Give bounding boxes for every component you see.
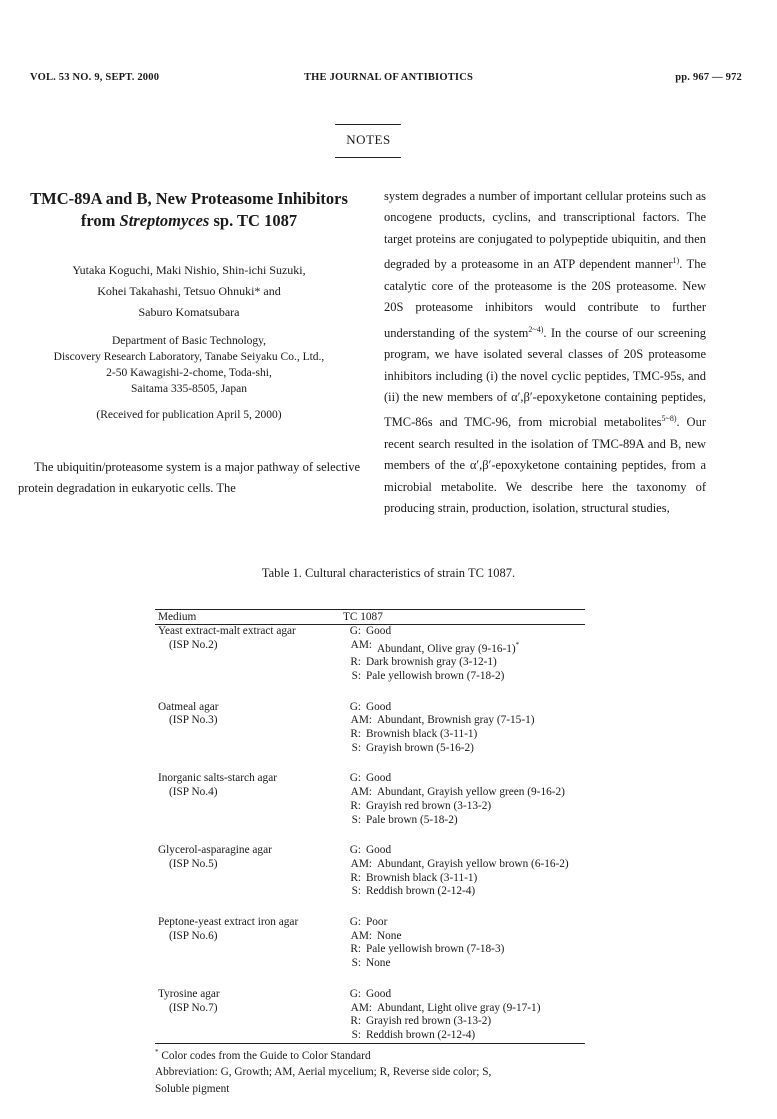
characteristic-cell	[366, 1015, 585, 1029]
characteristic-cell	[366, 742, 585, 756]
medium-spacer	[155, 670, 321, 684]
table-row-line	[155, 772, 585, 786]
characteristic-code: S:	[351, 885, 361, 898]
characteristic-code: S:	[351, 813, 361, 826]
title-from: from	[80, 211, 120, 230]
medium-spacer	[155, 872, 321, 886]
characteristic-cell	[366, 656, 585, 670]
characteristic-value: Abundant, Grayish yellow brown (6-16-2)	[377, 857, 569, 870]
characteristic-value: None	[366, 957, 391, 970]
table-row-line	[155, 742, 585, 756]
table-row	[155, 701, 585, 756]
isp-number: (ISP No.6)	[169, 929, 218, 942]
table-row-line	[155, 701, 585, 715]
journal-name: THE JOURNAL OF ANTIBIOTICS	[303, 72, 474, 83]
characteristic-code: R:	[350, 871, 361, 884]
isp-number: (ISP No.7)	[169, 1001, 218, 1014]
table-row-line	[155, 916, 585, 930]
table-row-line	[155, 885, 585, 899]
characteristic-code: R:	[350, 656, 361, 669]
characteristic-cell	[366, 872, 585, 886]
title-line-1: TMC-89A and B, New Proteasome Inhibitors	[30, 189, 348, 208]
journal-volume: VOL. 53 NO. 9, SEPT. 2000	[30, 72, 160, 83]
color-code-footnote-mark: *	[515, 640, 520, 649]
right-column-body	[384, 186, 706, 520]
table-row-line	[155, 786, 585, 800]
table-row-line	[155, 814, 585, 828]
characteristic-cell	[377, 930, 585, 944]
notes-bottom-rule	[335, 157, 401, 158]
characteristic-value: Good	[366, 987, 392, 1000]
characteristic-cell	[366, 670, 585, 684]
medium-spacer	[155, 742, 321, 756]
isp-number: (ISP No.2)	[169, 638, 218, 651]
characteristic-cell	[377, 1002, 585, 1016]
characteristic-value: Poor	[366, 916, 388, 929]
medium-spacer	[155, 1029, 321, 1043]
notes-top-rule	[335, 124, 401, 125]
characteristic-code: G:	[349, 844, 361, 857]
characteristic-cell	[366, 772, 585, 786]
header-medium: Medium	[158, 611, 197, 623]
characteristic-code: S:	[351, 1028, 361, 1041]
characteristic-code: AM:	[350, 929, 372, 942]
characteristic-cell	[366, 943, 585, 957]
medium-spacer	[155, 943, 321, 957]
table-header	[155, 610, 585, 624]
affiliation-line-3: 2-50 Kawagishi-2-chome, Toda-shi,	[106, 367, 272, 379]
isp-number: (ISP No.4)	[169, 786, 218, 799]
abstract-paragraph: The ubiquitin/proteasome system is a major pathway of selective protein degradation in eukaryotic cells. The	[18, 460, 360, 495]
characteristic-code: G:	[349, 700, 361, 713]
authors-line-3: Saburo Komatsubara	[138, 305, 240, 319]
section-label: NOTES	[346, 132, 391, 147]
table-row-line	[155, 858, 585, 872]
characteristic-value: Dark brownish gray (3-12-1)	[366, 656, 497, 669]
isp-number: (ISP No.5)	[169, 857, 218, 870]
table-row-line	[155, 988, 585, 1002]
affiliation	[18, 333, 360, 397]
medium-spacer	[155, 814, 321, 828]
left-column	[18, 188, 360, 499]
characteristic-cell	[377, 858, 585, 872]
body-text-2: . The catalytic core of the proteasome is the 20S proteasome. New 20S proteasome inhibitors would contribute to further understanding of the system	[384, 257, 706, 340]
characteristic-cell	[366, 728, 585, 742]
characteristic-value: Good	[366, 700, 392, 713]
medium-spacer	[155, 885, 321, 899]
medium-spacer	[155, 1015, 321, 1029]
characteristic-cell	[366, 814, 585, 828]
medium-name: Glycerol-asparagine agar	[158, 844, 272, 857]
page-range: pp. 967 — 972	[675, 72, 742, 83]
characteristic-code: G:	[349, 772, 361, 785]
article-title	[18, 188, 360, 232]
characteristic-value: Reddish brown (2-12-4)	[366, 1028, 476, 1041]
citation-3: 5~8)	[661, 414, 677, 424]
affiliation-line-4: Saitama 335-8505, Japan	[131, 383, 247, 395]
body-text-4: . Our recent search resulted in the isolation of TMC-89A and B, new members of the α′,β′-epoxyketone containing peptides, from a microbial metabolite. We describe here the taxonomy of producing strain, production, isolation, structural studies,	[384, 415, 706, 516]
characteristic-cell	[366, 957, 585, 971]
medium-spacer	[155, 957, 321, 971]
table-row-line	[155, 930, 585, 944]
table-row-line	[155, 639, 585, 656]
table-row-line	[155, 1015, 585, 1029]
table-row-line	[155, 728, 585, 742]
medium-name: Oatmeal agar	[158, 700, 219, 713]
author-list	[18, 260, 360, 323]
characteristic-value: Pale yellowish brown (7-18-2)	[366, 669, 505, 682]
characteristic-code: R:	[350, 799, 361, 812]
characteristic-value: Abundant, Brownish gray (7-15-1)	[377, 714, 535, 727]
characteristic-code: R:	[350, 943, 361, 956]
characteristic-value: Pale yellowish brown (7-18-3)	[366, 943, 505, 956]
footnote-text: Color codes from the Guide to Color Standard	[158, 1049, 371, 1062]
characteristic-value: Abundant, Olive gray (9-16-1)	[377, 642, 516, 655]
body-text-1: system degrades a number of important cellular proteins such as oncogene products, cyclins, and transcriptional factors. The target proteins are conjugated to polypeptide ubiquitin, and then degraded by a proteasome in an ATP dependent manner	[384, 189, 706, 272]
citation-1: 1)	[672, 256, 680, 266]
medium-spacer	[155, 800, 321, 814]
characteristic-cell	[366, 844, 585, 858]
table-row-line	[155, 670, 585, 684]
characteristic-code: AM:	[350, 1001, 372, 1014]
characteristic-cell	[377, 786, 585, 800]
affiliation-line-1: Department of Basic Technology,	[111, 335, 267, 347]
characteristic-cell	[366, 885, 585, 899]
authors-line-1: Yutaka Koguchi, Maki Nishio, Shin-ichi Suzuki,	[72, 263, 306, 277]
abbreviation-line-1: Abbreviation: G, Growth; AM, Aerial mycelium; R, Reverse side color; S,	[155, 1066, 492, 1079]
table-row-line	[155, 800, 585, 814]
characteristic-cell	[377, 714, 585, 728]
characteristic-code: R:	[350, 1015, 361, 1028]
cultural-characteristics-table	[155, 609, 585, 1098]
table-row	[155, 916, 585, 971]
authors-line-2: Kohei Takahashi, Tetsuo Ohnuki* and	[97, 284, 281, 298]
characteristic-code: S:	[351, 741, 361, 754]
characteristic-value: Abundant, Grayish yellow green (9-16-2)	[377, 786, 565, 799]
table-row-line	[155, 872, 585, 886]
body-text-3: . In the course of our screening program, we have isolated several classes of 20S proteasome inhibitors including (i) the novel cyclic peptides, TMC-95s, and (ii) the new members of α′,β′-epoxyketone containing peptides, TMC-86s and TMC-96, from microbial metabolites	[384, 325, 707, 430]
table-row	[155, 844, 585, 899]
footnote-mark: *	[155, 1047, 159, 1056]
medium-spacer	[155, 728, 321, 742]
characteristic-code: AM:	[350, 714, 372, 727]
table-row-line	[155, 1002, 585, 1016]
characteristic-code: G:	[349, 987, 361, 1000]
abbreviation-line-2: Soluble pigment	[155, 1083, 230, 1096]
characteristic-code: R:	[350, 727, 361, 740]
title-genus: Streptomyces	[119, 211, 210, 230]
citation-2: 2~4)	[528, 324, 544, 334]
table-row-line	[155, 625, 585, 639]
header-strain: TC 1087	[343, 611, 383, 623]
medium-name: Tyrosine agar	[158, 987, 220, 1000]
medium-name: Yeast extract-malt extract agar	[158, 625, 296, 637]
table-row	[155, 625, 585, 684]
characteristic-value: Brownish black (3-11-1)	[366, 727, 478, 740]
table-row-line	[155, 1029, 585, 1043]
characteristic-cell	[366, 800, 585, 814]
table-row-line	[155, 943, 585, 957]
characteristic-value: Grayish brown (5-16-2)	[366, 741, 474, 754]
table-footnote	[155, 1044, 585, 1065]
characteristic-value: Abundant, Light olive gray (9-17-1)	[377, 1001, 541, 1014]
characteristic-value: Pale brown (5-18-2)	[366, 813, 458, 826]
medium-name: Peptone-yeast extract iron agar	[158, 916, 299, 929]
table-row-line	[155, 714, 585, 728]
table-body	[155, 625, 585, 1043]
characteristic-value: Good	[366, 625, 392, 637]
characteristic-value: Grayish red brown (3-13-2)	[366, 799, 492, 812]
characteristic-cell	[366, 625, 585, 639]
table-row	[155, 772, 585, 827]
isp-number: (ISP No.3)	[169, 714, 218, 727]
characteristic-cell	[366, 916, 585, 930]
characteristic-code: S:	[351, 669, 361, 682]
characteristic-cell	[377, 639, 585, 656]
characteristic-cell	[366, 1029, 585, 1043]
table-row-line	[155, 844, 585, 858]
characteristic-code: AM:	[350, 857, 372, 870]
characteristic-code: G:	[349, 625, 361, 637]
characteristic-code: G:	[349, 916, 361, 929]
characteristic-value: Brownish black (3-11-1)	[366, 871, 478, 884]
characteristic-cell	[366, 701, 585, 715]
table-row	[155, 988, 585, 1043]
characteristic-value: Good	[366, 772, 392, 785]
characteristic-value: Good	[366, 844, 392, 857]
characteristic-value: Grayish red brown (3-13-2)	[366, 1015, 492, 1028]
medium-spacer	[155, 656, 321, 670]
table-row-line	[155, 957, 585, 971]
characteristic-code: AM:	[350, 638, 372, 651]
received-date: (Received for publication April 5, 2000)	[96, 409, 282, 421]
characteristic-value: None	[377, 929, 402, 942]
table-row-line	[155, 656, 585, 670]
characteristic-code: AM:	[350, 786, 372, 799]
title-rest: sp. TC 1087	[209, 211, 298, 230]
characteristic-cell	[366, 988, 585, 1002]
affiliation-line-2: Discovery Research Laboratory, Tanabe Seiyaku Co., Ltd.,	[53, 351, 325, 363]
medium-name: Inorganic salts-starch agar	[158, 772, 277, 785]
characteristic-code: S:	[351, 957, 361, 970]
characteristic-value: Reddish brown (2-12-4)	[366, 885, 476, 898]
table-caption: Table 1. Cultural characteristics of strain TC 1087.	[261, 566, 516, 580]
